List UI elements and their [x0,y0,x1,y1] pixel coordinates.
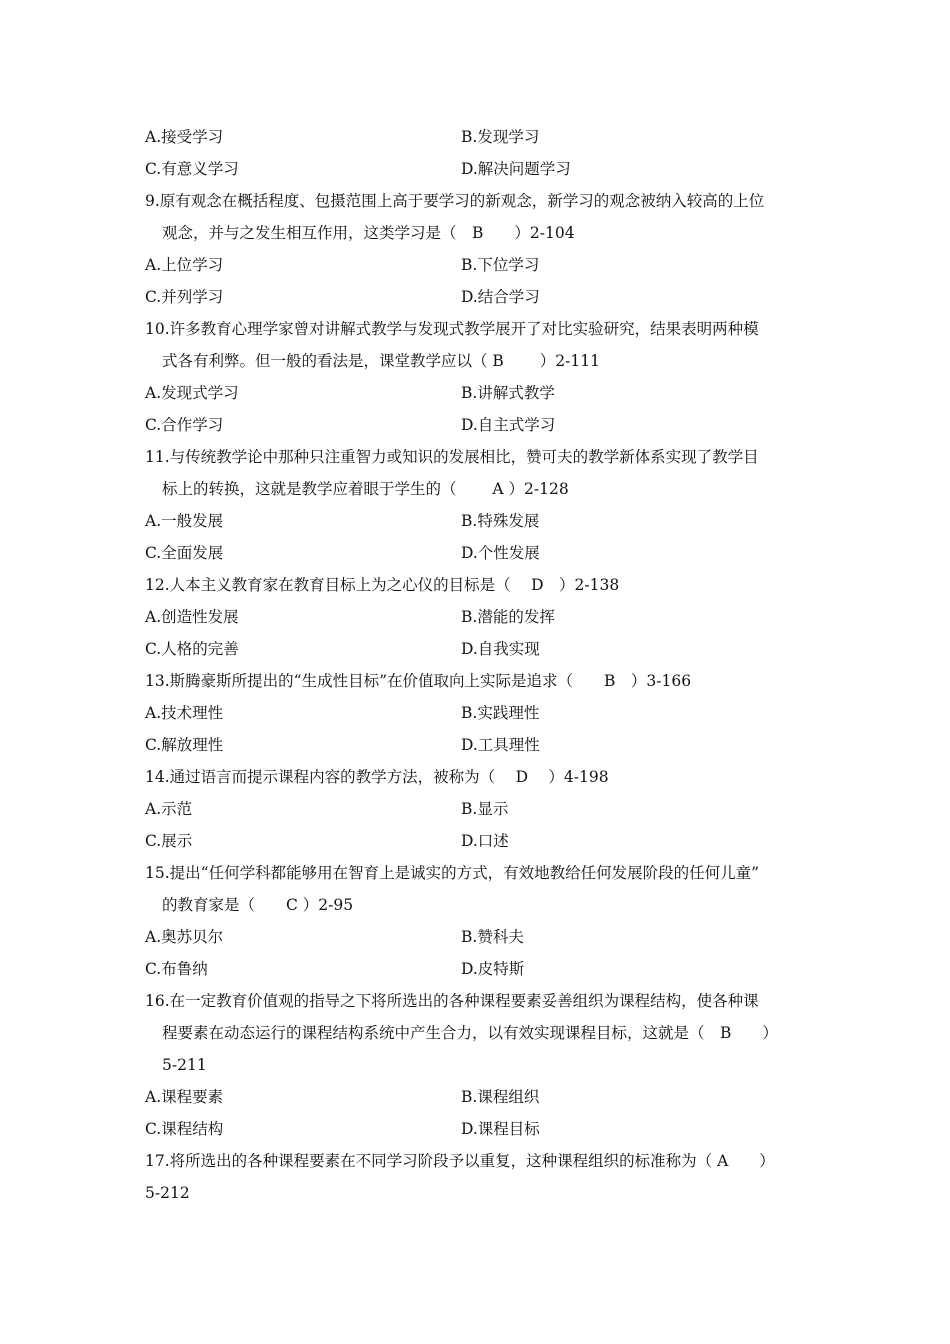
question-10-option-c: C.合作学习 [145,416,224,434]
question-9-line-2: 观念，并与之发生相互作用，这类学习是（ B ）2-104 [162,224,575,242]
question-14-option-c: C.展示 [145,832,193,850]
question-17-line-1: 17.将所选出的各种课程要素在不同学习阶段予以重复，这种课程组织的标准称为（ A ） [145,1152,775,1170]
question-11-option-d: D.个性发展 [461,544,540,562]
question-17-line-2: 5-212 [145,1184,190,1202]
question-10-line-2: 式各有利弊。但一般的看法是，课堂教学应以（ B ）2-111 [162,352,600,370]
question-16-line-3: 5-211 [162,1056,207,1074]
question-15-option-b: B.赞科夫 [461,928,524,946]
option-d: D.解决问题学习 [461,160,571,178]
question-13-option-a: A.技术理性 [145,704,224,722]
question-16-option-a: A.课程要素 [145,1088,224,1106]
question-13-option-d: D.工具理性 [461,736,540,754]
question-9-line-1: 9.原有观念在概括程度、包摄范围上高于要学习的新观念，新学习的观念被纳入较高的上位 [145,192,765,210]
question-11-option-a: A.一般发展 [145,512,224,530]
question-15-option-c: C.布鲁纳 [145,960,208,978]
question-14-option-d: D.口述 [461,832,509,850]
question-14-option-b: B.显示 [461,800,509,818]
question-12-option-b: B.潜能的发挥 [461,608,555,626]
question-13-option-c: C.解放理性 [145,736,224,754]
option-c: C.有意义学习 [145,160,239,178]
question-12: 12.人本主义教育家在教育目标上为之心仪的目标是（ D ）2-138 [145,576,620,594]
question-10-option-a: A.发现式学习 [145,384,239,402]
question-16-option-c: C.课程结构 [145,1120,224,1138]
question-16-line-1: 16.在一定教育价值观的指导之下将所选出的各种课程要素妥善组织为课程结构，使各种课 [145,992,759,1010]
question-10-option-d: D.自主式学习 [461,416,556,434]
question-12-option-a: A.创造性发展 [145,608,239,626]
question-9-option-a: A.上位学习 [145,256,224,274]
question-15-option-d: D.皮特斯 [461,960,525,978]
question-11-option-c: C.全面发展 [145,544,224,562]
question-12-option-c: C.人格的完善 [145,640,239,658]
question-15-line-2: 的教育家是（ C ）2-95 [162,896,354,914]
option-b: B.发现学习 [461,128,540,146]
question-9-option-c: C.并列学习 [145,288,224,306]
question-16-option-b: B.课程组织 [461,1088,540,1106]
question-14: 14.通过语言而提示课程内容的教学方法，被称为（ D ）4-198 [145,768,609,786]
question-16-line-2: 程要素在动态运行的课程结构系统中产生合力，以有效实现课程目标，这就是（ B ） [162,1024,778,1042]
question-11-option-b: B.特殊发展 [461,512,540,530]
question-11-line-1: 11.与传统教学论中那种只注重智力或知识的发展相比，赞可夫的教学新体系实现了教学目 [145,448,759,466]
question-16-option-d: D.课程目标 [461,1120,540,1138]
question-10-option-b: B.讲解式教学 [461,384,555,402]
question-13-option-b: B.实践理性 [461,704,540,722]
question-9-option-d: D.结合学习 [461,288,540,306]
question-15-option-a: A.奥苏贝尔 [145,928,224,946]
question-14-option-a: A.示范 [145,800,193,818]
question-11-line-2: 标上的转换，这就是教学应着眼于学生的（ A ）2-128 [162,480,569,498]
option-a: A.接受学习 [145,128,224,146]
question-10-line-1: 10.许多教育心理学家曾对讲解式教学与发现式教学展开了对比实验研究，结果表明两种模 [145,320,759,338]
question-12-option-d: D.自我实现 [461,640,540,658]
question-15-line-1: 15.提出“任何学科都能够用在智育上是诚实的方式，有效地教给任何发展阶段的任何儿童” [145,864,760,882]
question-9-option-b: B.下位学习 [461,256,540,274]
question-13: 13.斯腾豪斯所提出的“生成性目标”在价值取向上实际是追求（ B ）3-166 [145,672,692,690]
